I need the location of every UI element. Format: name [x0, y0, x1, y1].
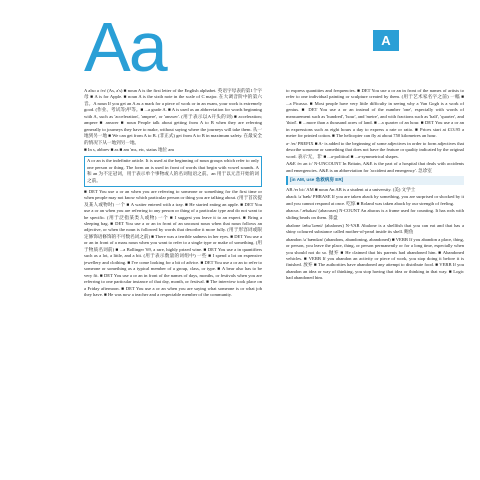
- entry-abandon: abandon /əˈbændən/ (abandons, abandoning, abandoned) ■ VERB If you abandon a place, thing, or person, you leave the place, thing, or person permanently or for a long time, especially when you should not do so. 抛弃 ■ He claimed that his parents had abandoned him. ■ Abandoned vehicles. ■ VERB If you abandon an activity or piece of work, you stop doing it before it is finished. 放弃 ■ The authorities have abandoned any attempt to distribute food. ■ VERB If you abandon an idea or way of thinking, you stop having that idea or thinking in that way. ■ Logic had abandoned him.: [286, 236, 464, 281]
- entry-ab: AB /eɪ biː/ AM ■ noun An AB is a student at a university. (美) 文学士: [286, 186, 416, 192]
- entry-a-det: ■ DET You use a or an when you are referring to someone or something for the first time or when people may not know which particular person or thing you are talking about. (用于首次提及某人或物时) 一个 ■ A waiter entered with a tray. ■ He started eating an apple. ■ DET You use a or an when you are referring to any person or thing of a particular type and do not want to be specific. (用于泛指某类人或物) 一个 ■ I suggest you leave it to an expert. ■ Bring a sleeping bag. ■ DET You use a or an in front of an uncount noun when that noun follows an adjective, or when the noun is followed by words that describe it more fully. (用于形容词或限定修饰语修饰的不可数名词之前) ■ There was a terrible sadness in her eyes. ■ DET You use a or an in front of a mass noun when you want to refer to a single type or make of something. (用于物质名词前) ■ ...a Bollinger '69, a rare, highly prized wine. ■ DET You use a in quantifiers such as a lot, a little, and a bit. (用于表示数量的词组中) 一些 ■ I spend a lot on expensive jewellery and clothing. ■ I've come looking for a bit of advice. ■ DET You use a or an to refer to someone or something as a typical member of a group, class, or type. ■ A bear also has to be very fit. ■ DET You use a or an in front of the names of days, months, or festivals when you are referring to one particular instance of that day, month, or festival. ■ The interview took place on a Friday afternoon. ■ DET You use a or an when you are saying what someone is or what job they have. ■ He was now a teacher and a respectable member of the community.: [84, 188, 262, 297]
- right-column: [286, 88, 464, 478]
- entry-a-prefix: a- /eɪ/ PREFIX ■ A- is added to the beginning of some adjectives in order to form adjectives that describe someone or something that does not have the feature or quality indicated by the original word. 表示'无，非' ■ ...a-political ■ ...a-symmetrical shapes.: [286, 140, 464, 159]
- american-usage-bar: [in AM, use 急救病房 ER]: [286, 176, 464, 184]
- usage-note-box: A or an is the indefinite article. It is used at the beginning of noun groups which refer to only one person or thing. The form an is used in front of words that begin with vowel sounds. A 和 an 为不定冠词，用于表示单个事物或人的名词短语之前。an 用于以元音开始的词之前。: [84, 156, 262, 187]
- page-header: [0, 0, 480, 86]
- entry-a-and-e: A&E /eɪ ən iː/ N-UNCOUNT In Britain, A&E is the part of a hospital that deals with accidents and emergencies. A&E is an abbreviation for 'accident and emergency'. 急诊室: [286, 161, 464, 173]
- entry-a-abbrev: ■ In s, abbrev ■ as ■ am 'ms, etc, status 地位 am: [84, 147, 174, 153]
- entry-abacus: abacus /ˈæbəkəs/ (abacuses) N-COUNT An abacus is a frame used for counting. It has rods with sliding beads on them. 算盘: [286, 208, 464, 220]
- entry-a-det-cont: to express quantities and frequencies. ■ DET You use a or an in front of the names of artists to refer to one individual painting or sculpture created by them. (用于艺术家名字之前) 一幅 ■ ...a Picasso. ■ Most people have very little difficulty in seeing why a Van Gogh is a work of genius. ■ DET You use a or an instead of the number 'one', especially with words of measurement such as 'hundred', 'hour', and 'metre', and with fractions such as 'half', 'quarter', and 'third'. ■ ...more than a thousand acres of land. ■ ...a quarter of an hour. ■ DET You use a or an in expressions such as eight hours a day to express a rate or ratio. ■ Prices start at £13.95 a metre for printed cotton. ■ The helicopter can fly at about 750 kilometres an hour.: [286, 88, 464, 139]
- section-letters: Aa: [84, 8, 166, 86]
- thumb-index-tab: A: [373, 30, 399, 51]
- entry-a: A also a /eɪ/ (As, a's) ■ noun A is the first letter of the English alphabet. 英语字母表的第1个字母 ■ A is for Apple. ■ noun A is the sixth note in the scale of C major. 在大调音阶中的第六音。A noun If you get an A as a mark for a piece of work or in an exam, your work is extremely good. (作业、考试等)甲等。■ ...a grade A. ■ A is used as an abbreviation for words beginning with A, such as 'acceleration', 'ampere', or 'answer'. (用于表示以A开头的词) ■ acceleration; ampere ■ answer ■ noun People talk about getting from A to B when they are referring generally to journeys they have to make, without saying where the journeys will take them. 从一地到另一地 ■ We can get from A to B. (非正式) get from A to B in maximum safety. 在最安全的情况下从一地到另一地。: [84, 88, 262, 145]
- entry-abalone: abalone /æbəˈləʊni/ (abalones) N-VAR Abalone is a shellfish that you can eat and that has a shiny coloured substance called mother-of-pearl inside its shell. 鲍鱼: [286, 222, 464, 234]
- left-column: [84, 88, 262, 478]
- entry-aback: aback /əˈbæk/ PHRASE If you are taken aback by something, you are surprised or shocked by it and you cannot respond at once. 吃惊 ■ Roland was taken aback by our strength of feeling.: [286, 194, 464, 206]
